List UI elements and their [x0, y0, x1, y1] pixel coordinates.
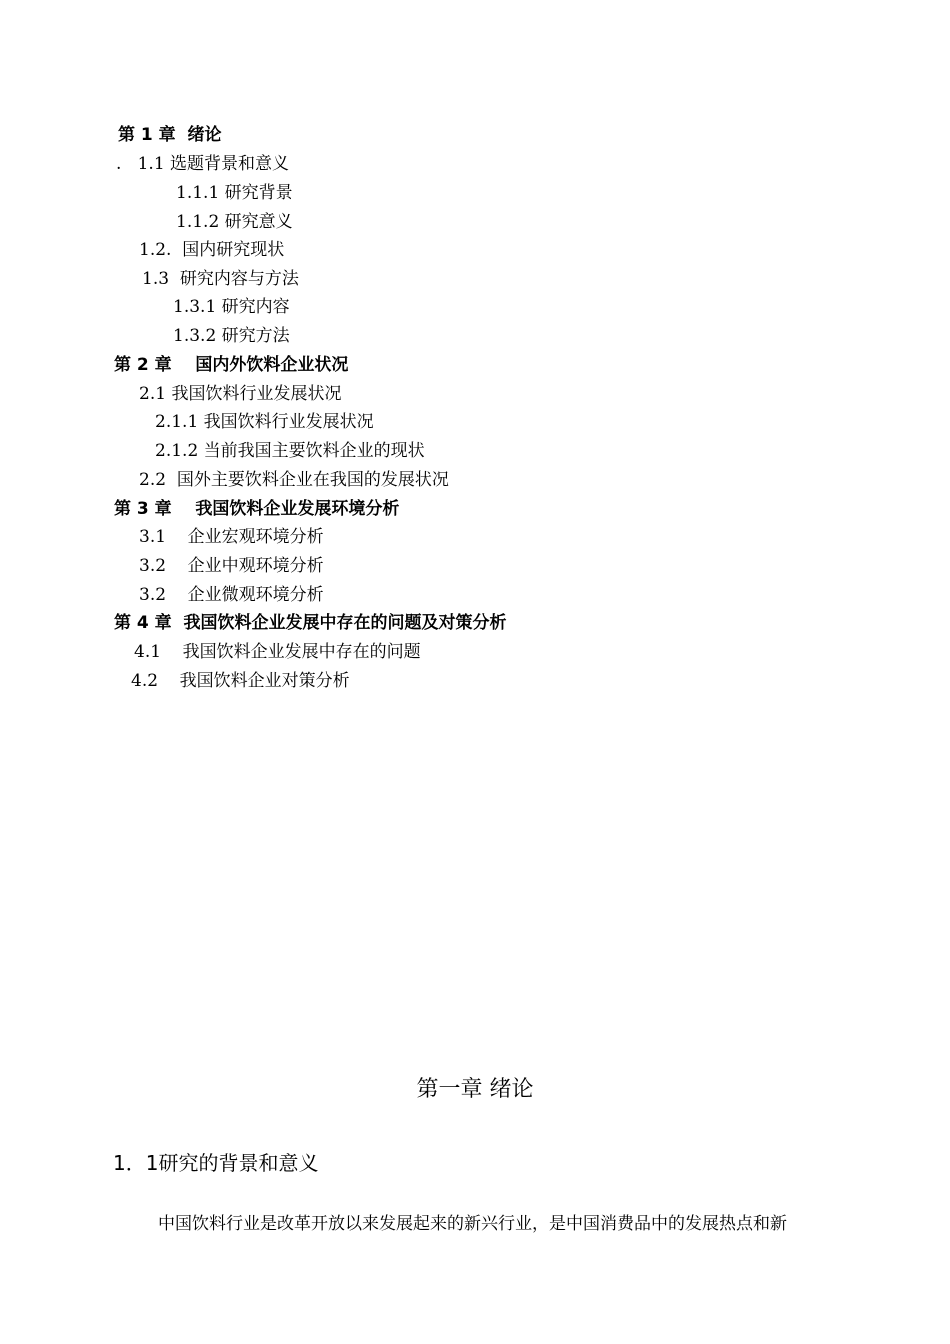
section-title: 1．1研究的背景和意义 — [113, 1151, 319, 1175]
body-paragraph: 中国饮料行业是改革开放以来发展起来的新兴行业，是中国消费品中的发展热点和新 — [158, 1214, 787, 1234]
toc-subsection-1-3-1: 1.3.1 研究内容 — [173, 297, 290, 317]
toc-section-3-2b: 3.2 企业微观环境分析 — [139, 585, 324, 605]
toc-chapter-4: 第 4 章 我国饮料企业发展中存在的问题及对策分析 — [114, 613, 507, 633]
toc-section-1-1: . 1.1 选题背景和意义 — [116, 154, 290, 174]
toc-subsection-2-1-2: 2.1.2 当前我国主要饮料企业的现状 — [155, 441, 425, 461]
toc-chapter-1: 第 1 章 绪论 — [118, 125, 222, 145]
toc-subsection-2-1-1: 2.1.1 我国饮料行业发展状况 — [155, 412, 374, 432]
toc-subsection-1-1-1: 1.1.1 研究背景 — [176, 183, 293, 203]
toc-chapter-3: 第 3 章 我国饮料企业发展环境分析 — [114, 499, 400, 519]
toc-section-3-2a: 3.2 企业中观环境分析 — [139, 556, 324, 576]
toc-section-4-2: 4.2 我国饮料企业对策分析 — [131, 671, 350, 691]
toc-section-1-3: 1.3 研究内容与方法 — [142, 269, 299, 289]
toc-section-2-1: 2.1 我国饮料行业发展状况 — [139, 384, 342, 404]
toc-section-2-2: 2.2 国外主要饮料企业在我国的发展状况 — [139, 470, 449, 490]
chapter-title: 第一章 绪论 — [416, 1077, 534, 1102]
toc-section-4-1: 4.1 我国饮料企业发展中存在的问题 — [134, 642, 421, 662]
toc-section-1-2: 1.2. 国内研究现状 — [139, 240, 285, 260]
toc-chapter-2: 第 2 章 国内外饮料企业状况 — [114, 355, 349, 375]
toc-subsection-1-3-2: 1.3.2 研究方法 — [173, 326, 290, 346]
toc-section-3-1: 3.1 企业宏观环境分析 — [139, 527, 324, 547]
toc-subsection-1-1-2: 1.1.2 研究意义 — [176, 212, 293, 232]
